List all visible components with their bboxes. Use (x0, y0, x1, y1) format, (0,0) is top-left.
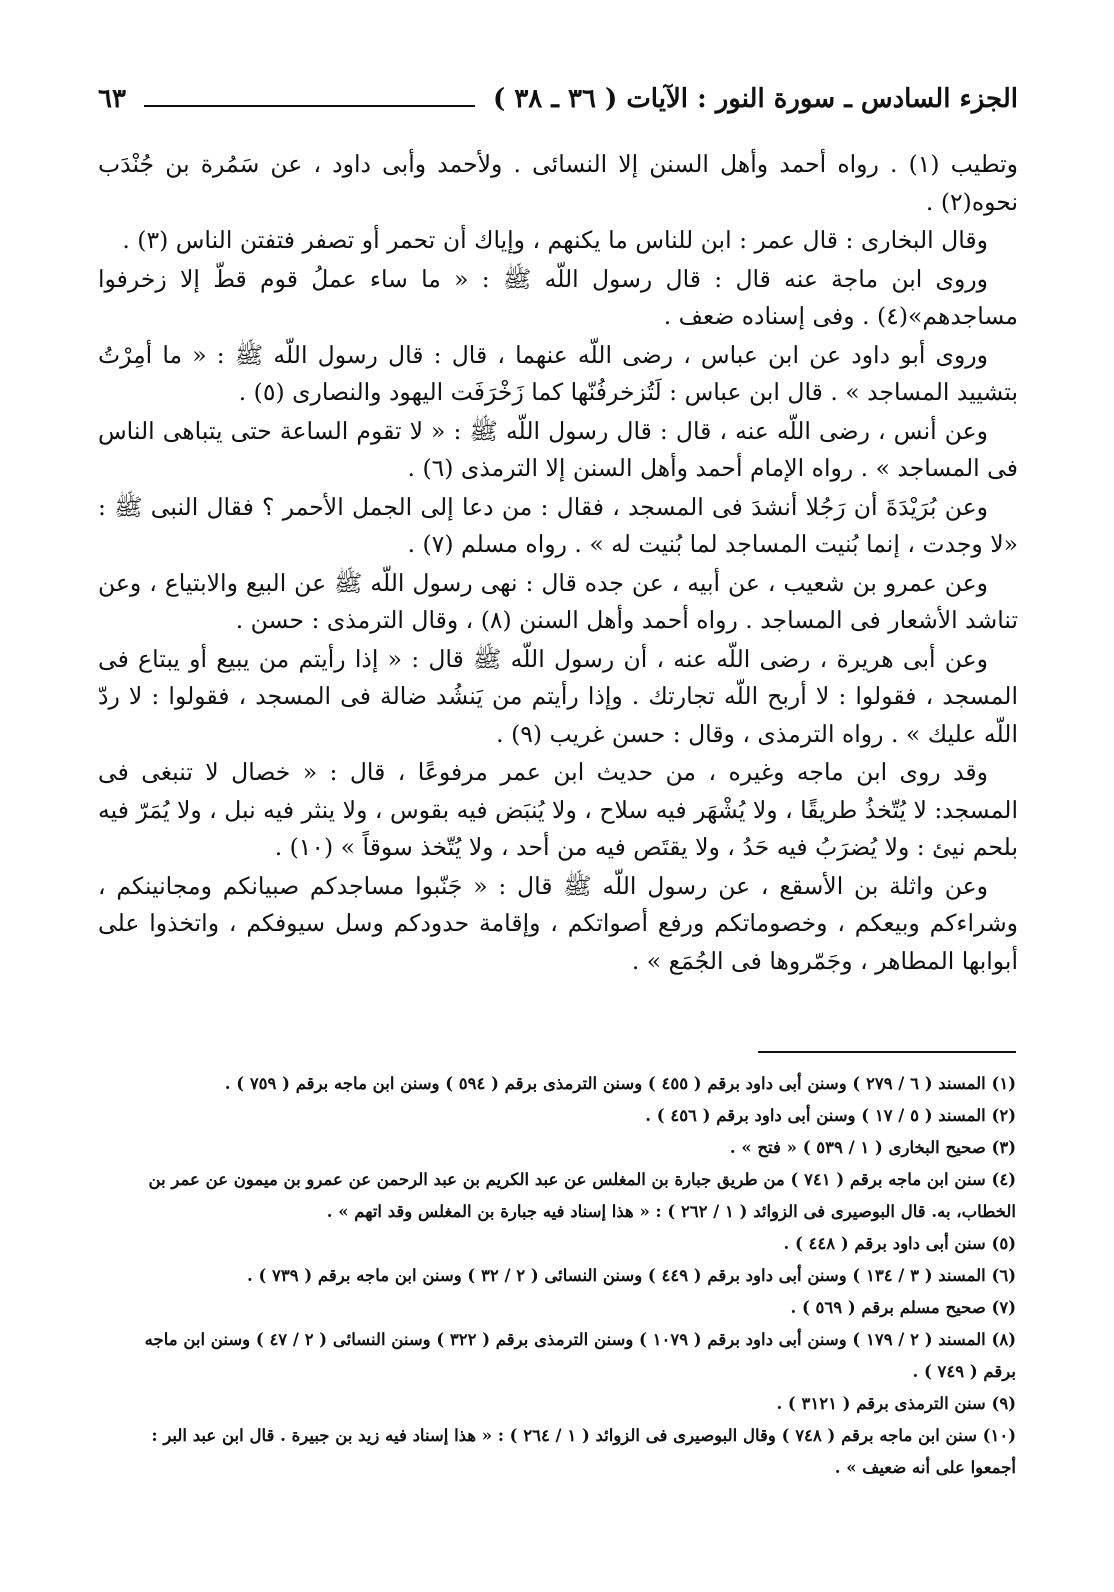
paragraph: وقال البخارى : قال عمر : ابن للناس ما يكنهم ، وإياك أن تحمر أو تصفر فتفتن الناس (٣) . (122, 226, 988, 254)
footnote-separator (758, 1051, 1016, 1053)
footnote: (٦) المسند ( ٣ / ١٣٤ ) وسنن أبى داود برقم ( ٤٤٩ ) وسنن النسائى ( ٢ / ٣٢ ) وسنن ابن ماجه برقم ( ٧٣٩ ) . (246, 1266, 1016, 1285)
paragraph: وروى ابن ماجة عنه قال : قال رسول اللّه ﷺ : « ما ساء عملُ قوم قطّ إلا زخرفوا مساجدهم»(٤) . وفى إسناده ضعف . (98, 264, 1018, 330)
page-number: ٦٣ (98, 84, 126, 114)
footnote: (٢) المسند ( ٥ / ١٧ ) وسنن أبى داود برقم ( ٤٥٦ ) . (645, 1106, 1016, 1125)
paragraph: وروى أبو داود عن ابن عباس ، رضى اللّه عنهما ، قال : قال رسول اللّه ﷺ : « ما أمِرْتُ بتشييد المساجد » . قال ابن عباس : لَتُزخرفُنّها كما زَخْرَفَت اليهود والنصارى (٥) . (98, 340, 1018, 406)
paragraph: وعن أبى هريرة ، رضى اللّه عنه ، أن رسول اللّه ﷺ قال : « إذا رأيتم من يبيع أو يبتاع فى المسجد ، فقولوا : لا أربح اللّه تجارتك . وإذا رأيتم من يَنشُد ضالة فى المسجد ، فقولوا : لا ردّ اللّه عليك » . رواه الترمذى ، وقال : حسن غريب (٩) . (98, 644, 1018, 748)
footnote: (٤) سنن ابن ماجه برقم ( ٧٤١ ) من طريق جبارة بن المغلس عن عبد الكريم بن عبد الرحمن عن عمرو بن ميمون عن عمر بن الخطاب، به. قال البوصيرى فى الزوائد ( ١ / ٢٦٢ ) : « هذا إسناد فيه جبارة بن المغلس وقد اتهم » . (148, 1170, 1016, 1221)
footnote: (١٠) سنن ابن ماجه برقم ( ٧٤٨ ) وقال البوصيرى فى الزوائد ( ١ / ٢٦٤ ) : « هذا إسناد فيه زيد بن جبيرة . قال ابن عبد البر : أجمعوا على أنه ضعيف » . (151, 1426, 1016, 1477)
footnote: (٣) صحيح البخارى ( ١ / ٥٣٩ ) « فتح » . (729, 1138, 1016, 1157)
paragraph: وعن عمرو بن شعيب ، عن أبيه ، عن جده قال : نهى رسول اللّه ﷺ عن البيع والابتياع ، وعن تناشد الأشعار فى المساجد . رواه أحمد وأهل السنن (٨) ، وقال الترمذى : حسن . (98, 568, 1018, 634)
running-title: الجزء السادس ـ سورة النور : الآيات ( ٣٦ ـ ٣٨ ) (492, 84, 1018, 114)
main-text (98, 146, 1018, 981)
footnotes (108, 1068, 1016, 1484)
paragraph: وعن واثلة بن الأسقع ، عن رسول اللّه ﷺ قال : « جَنّبوا مساجدكم صبيانكم ومجانينكم ، وشراءكم وبيعكم ، وخصوماتكم ورفع أصواتكم ، وإقامة حدودكم وسل سيوفكم ، واتخذوا على أبوابها المطاهر ، وجَمّروها فى الجُمَع » . (98, 871, 1018, 975)
footnote: (٩) سنن الترمذى برقم ( ٣١٢١ ) . (776, 1394, 1016, 1413)
footnote: (٥) سنن أبى داود برقم ( ٤٤٨ ) . (783, 1234, 1016, 1253)
footnote: (٧) صحيح مسلم برقم ( ٥٦٩ ) . (790, 1298, 1016, 1317)
footnote: (١) المسند ( ٦ / ٢٧٩ ) وسنن أبى داود برقم ( ٤٥٥ ) وسنن الترمذى برقم ( ٥٩٤ ) وسنن ابن ماجه برقم ( ٧٥٩ ) . (224, 1074, 1016, 1093)
paragraph: وتطيب (١) . رواه أحمد وأهل السنن إلا النسائى . ولأحمد وأبى داود ، عن سَمُرة بن جُنْدَب نحوه(٢) . (98, 150, 1018, 216)
paragraph: وعن أنس ، رضى اللّه عنه ، قال : قال رسول اللّه ﷺ : « لا تقوم الساعة حتى يتباهى الناس فى المساجد » . رواه الإمام أحمد وأهل السنن إلا الترمذى (٦) . (98, 416, 1018, 482)
footnote: (٨) المسند ( ٢ / ١٧٩ ) وسنن أبى داود برقم ( ١٠٧٩ ) وسنن الترمذى برقم ( ٣٢٢ ) وسنن النسائى ( ٢ / ٤٧ ) وسنن ابن ماجه برقم ( ٧٤٩ ) . (144, 1330, 1016, 1381)
paragraph: وعن بُرَيْدَةَ أن رَجُلا أنشدَ فى المسجد ، فقال : من دعا إلى الجمل الأحمر ؟ فقال النبى ﷺ : «لا وجدت ، إنما بُنيت المساجد لما بُنيت له » . رواه مسلم (٧) . (98, 492, 1018, 558)
page-header (98, 78, 1018, 120)
paragraph: وقد روى ابن ماجه وغيره ، من حديث ابن عمر مرفوعًا ، قال : « خصال لا تنبغى فى المسجد: لا يُتّخذُ طريقًا ، ولا يُشْهَر فيه سلاح ، ولا يُنبَض فيه بقوس ، ولا ينثر فيه نبل ، ولا يُمَرّ فيه بلحم نيئ : ولا يُضرَبُ فيه حَدُ ، ولا يقتَص فيه من أحد ، ولا يُتّخذ سوقاً » (١٠) . (98, 758, 1018, 861)
header-rule (144, 105, 475, 107)
